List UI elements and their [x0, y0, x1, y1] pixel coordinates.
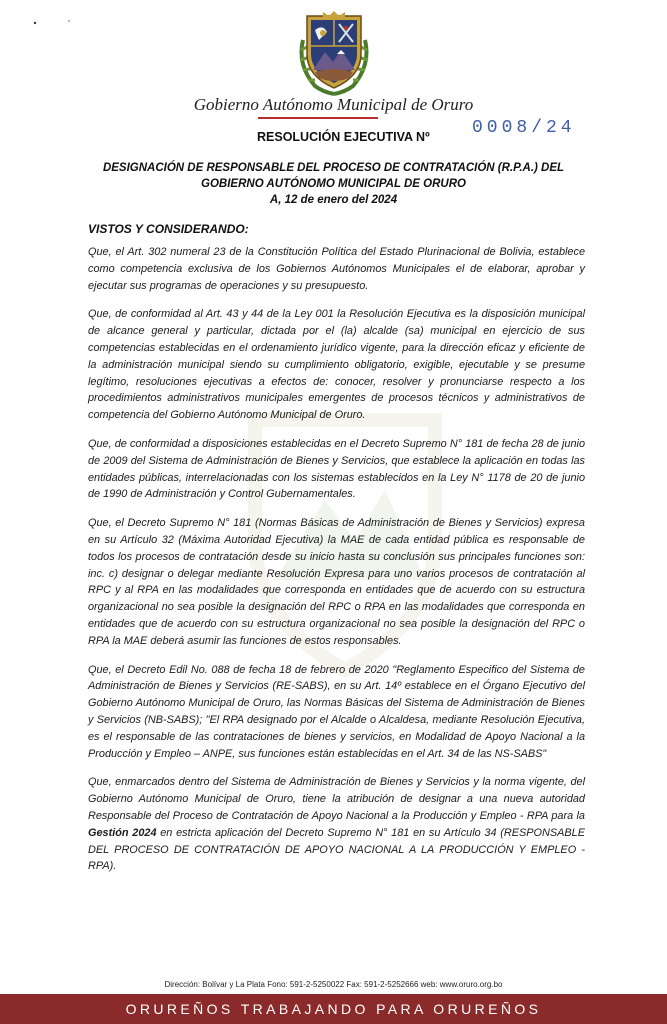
footer-slogan-banner: ORUREÑOS TRABAJANDO PARA ORUREÑOS	[0, 994, 667, 1024]
paragraph-designation-part-2: en estricta aplicación del Decreto Supremo N° 181 en su Artículo 34 (RESPONSABLE DEL PROCESO DE CONTRATACIÓN DE APOYO NACIONAL A LA PRODUCCIÓN Y EMPLEO - RPA).	[88, 826, 585, 873]
paragraph-designation	[88, 774, 585, 875]
resolution-number-stamp: 0008/24	[472, 118, 576, 138]
resolution-body	[88, 244, 585, 887]
paragraph-ley-001: Que, de conformidad al Art. 43 y 44 de la Ley 001 la Resolución Ejecutiva es la disposición municipal de alcance general y particular, dictada por el (la) alcalde (sa) municipal en ejercicio de sus competencias establecidas en el ordenamiento jurídico vigente, para la dirección eficaz y eficiente de la administración municipal siendo su cumplimiento obligatorio, exigible, ejecutable y se presume legítimo, resoluciones ejecutivas a efectos de: conocer, resolver y pronunciarse respecto a los procedimientos administrativos municipales emergentes de procesos técnicos y administrativos de competencia del Gobierno Autónomo Municipal de Oruro.	[88, 308, 585, 422]
resolution-subject	[60, 160, 607, 208]
resolution-title: RESOLUCIÓN EJECUTIVA Nº	[257, 130, 430, 144]
section-heading: VISTOS Y CONSIDERANDO:	[88, 222, 249, 236]
paragraph-mae-functions: Que, el Decreto Supremo N° 181 (Normas Básicas de Administración de Bienes y Servicios) expresa en su Artículo 32 (Máxima Autoridad Ejecutiva) la MAE de cada entidad pública es responsable de todos los procesos de contratación desde su inicio hasta su conclusión sus principales funciones son: inc. c) designar o delegar mediante Resolución Expresa para uno varios procesos de contratación al RPC y al RPA en las modalidades que corresponda en entidades que de acuerdo con su estructura organizacional no sea posible la designación del RPC o RPA en las modalidades que corresponda en entidades que de acuerdo con su estructura organizacional no sea posible la designación del RPC o RPA la MAE deberá asumir las funciones de estos responsables.	[88, 517, 585, 647]
government-name: Gobierno Autónomo Municipal de Oruro	[193, 95, 474, 114]
subject-date: A, 12 de enero del 2024	[269, 194, 398, 206]
paragraph-designation-bold: Gestión 2024	[88, 826, 157, 839]
municipal-coat-of-arms-icon	[293, 10, 375, 96]
paragraph-designation-part-1: Que, enmarcados dentro del Sistema de Administración de Bienes y Servicios y la norma vigente, del Gobierno Autónomo Municipal de Oruro, tiene la atribución de designar a una nueva autoridad Responsable del Proceso de Contratación de Apoyo Nacional a la Producción y Empleo - RPA para la	[88, 776, 585, 822]
paragraph-decreto-edil: Que, el Decreto Edil No. 088 de fecha 18 de febrero de 2020 "Reglamento Especifico del Sistema de Administración de Bienes y Servicios (RE-SABS), en su Art. 14º establece en el Órgano Ejecutivo del Gobierno Autónomo Municipal de Oruro, las Normas Básicas del Sistema de Administración de Bienes y Servicios (NB-SABS); "El RPA designado por el Alcalde o Alcaldesa, mediante Resolución Ejecutiva, es el responsable de las contrataciones de bienes y servicios, en Modalidad de Apoyo Nacional a la Producción y Empleo – ANPE, sus funciones están establecidas en el Art. 34 de las NS-SABS"	[88, 663, 585, 760]
header-rule	[258, 117, 378, 119]
footer-address: Dirección: Bolívar y La Plata Fono: 591-2-5250022 Fax: 591-2-5252666 web: www.oruro.org.bo	[164, 980, 503, 989]
subject-line-2: GOBIERNO AUTÓNOMO MUNICIPAL DE ORURO	[201, 178, 466, 190]
subject-line-1: DESIGNACIÓN DE RESPONSABLE DEL PROCESO DE CONTRATACIÓN (R.P.A.) DEL	[102, 162, 565, 174]
paragraph-ds-181: Que, de conformidad a disposiciones establecidas en el Decreto Supremo N° 181 de fecha 28 de junio de 2009 del Sistema de Administración de Bienes y Servicios, que establece la aplicación en todas las entidades públicas, interrelacionadas con los sistemas establecidos en la Ley N° 1178 de 20 de junio de 1990 de Administración y Control Gubernamentales.	[88, 437, 585, 501]
paragraph-constitution: Que, el Art. 302 numeral 23 de la Constitución Política del Estado Plurinacional de Bolivia, establece como competencia exclusiva de los Gobiernos Autónomos Municipales el de elaborar, aprobar y ejecutar sus programas de operaciones y su presupuesto.	[88, 246, 585, 292]
scan-mark-icon	[32, 18, 72, 28]
